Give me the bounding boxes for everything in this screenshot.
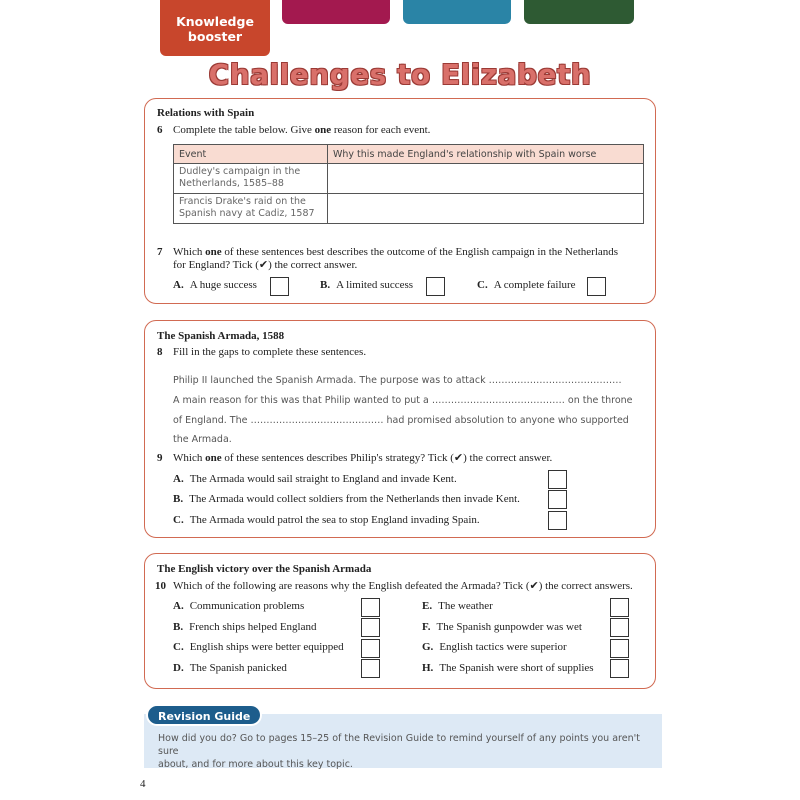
option-label: C. A complete failure — [477, 279, 576, 291]
tick-box-c[interactable] — [587, 277, 606, 296]
fill-gap-line[interactable]: of England. The …………………………………… had promised absolution to anyone who supported — [173, 415, 629, 426]
knowledge-booster-tab — [160, 0, 270, 56]
page-number: 4 — [140, 778, 146, 790]
option-label: C. The Armada would patrol the sea to stop England invading Spain. — [173, 514, 480, 526]
tick-box-a[interactable] — [361, 598, 380, 617]
question-text: Which one of these sentences best describes the outcome of the English campaign in the Netherlands for England? Tick (✔) the correct answer. — [173, 246, 619, 271]
question-number: 8 — [157, 346, 163, 358]
option-label: D. The Spanish panicked — [173, 662, 287, 674]
option-label: H. The Spanish were short of supplies — [422, 662, 594, 674]
tick-box-b[interactable] — [548, 490, 567, 509]
option-label: G. English tactics were superior — [422, 641, 567, 653]
question-number: 9 — [157, 452, 163, 464]
page-title: Challenges to Elizabeth — [208, 58, 592, 91]
knowledge-booster-line1: Knowledge — [176, 14, 254, 29]
option-label: F. The Spanish gunpowder was wet — [422, 621, 582, 633]
question-text: Fill in the gaps to complete these sentences. — [173, 346, 367, 358]
option-label: B. French ships helped England — [173, 621, 317, 633]
option-label: E. The weather — [422, 600, 493, 612]
question-text: Which one of these sentences describes Philip's strategy? Tick (✔) the correct answer. — [173, 452, 553, 464]
table-header: Why this made England's relationship with Spain worse — [328, 145, 644, 164]
section-relations-with-spain — [144, 98, 656, 304]
table-header: Event — [174, 145, 328, 164]
tick-box-h[interactable] — [610, 659, 629, 678]
tick-box-b[interactable] — [426, 277, 445, 296]
blue-tab — [403, 0, 511, 24]
tick-box-d[interactable] — [361, 659, 380, 678]
tick-box-f[interactable] — [610, 618, 629, 637]
table-row — [174, 194, 644, 224]
fill-gap-line: the Armada. — [173, 434, 232, 445]
question-number: 10 — [155, 580, 166, 592]
revision-guide-text: How did you do? Go to pages 15–25 of the Revision Guide to remind yourself of any points you aren't sure about, and for more about this key topic. — [158, 733, 640, 770]
event-cell: Francis Drake's raid on the Spanish navy at Cadiz, 1587 — [174, 194, 328, 224]
green-tab — [524, 0, 634, 24]
section-title: The Spanish Armada, 1588 — [157, 330, 285, 342]
option-label: B. The Armada would collect soldiers from the Netherlands then invade Kent. — [173, 493, 520, 505]
tick-box-c[interactable] — [361, 639, 380, 658]
section-title: Relations with Spain — [157, 107, 255, 119]
option-label: A. A huge success — [173, 279, 257, 291]
revision-guide-tag: Revision Guide — [146, 704, 262, 726]
question-number: 7 — [157, 246, 163, 258]
reason-cell[interactable] — [328, 164, 644, 194]
tick-box-c[interactable] — [548, 511, 567, 530]
tick-box-a[interactable] — [270, 277, 289, 296]
knowledge-booster-line2: booster — [187, 29, 243, 44]
reason-cell[interactable] — [328, 194, 644, 224]
option-label: A. Communication problems — [173, 600, 305, 612]
table-row — [174, 164, 644, 194]
magenta-tab — [282, 0, 390, 24]
option-label: C. English ships were better equipped — [173, 641, 344, 653]
question-text: Which of the following are reasons why the English defeated the Armada? Tick (✔) the correct answers. — [173, 580, 633, 592]
fill-gap-line[interactable]: A main reason for this was that Philip wanted to put a …………………………………… on the throne — [173, 395, 633, 406]
tick-box-e[interactable] — [610, 598, 629, 617]
tick-box-b[interactable] — [361, 618, 380, 637]
events-table — [173, 144, 644, 224]
tick-box-g[interactable] — [610, 639, 629, 658]
option-label: B. A limited success — [320, 279, 414, 291]
question-text: Complete the table below. Give one reason for each event. — [173, 124, 431, 136]
option-label: A. The Armada would sail straight to England and invade Kent. — [173, 473, 457, 485]
question-number: 6 — [157, 124, 163, 136]
section-title: The English victory over the Spanish Armada — [157, 563, 372, 575]
section-spanish-armada — [144, 320, 656, 538]
tick-box-a[interactable] — [548, 470, 567, 489]
section-english-victory — [144, 553, 656, 689]
fill-gap-line[interactable]: Philip II launched the Spanish Armada. The purpose was to attack …………………………………… — [173, 375, 622, 386]
event-cell: Dudley's campaign in the Netherlands, 1585–88 — [174, 164, 328, 194]
